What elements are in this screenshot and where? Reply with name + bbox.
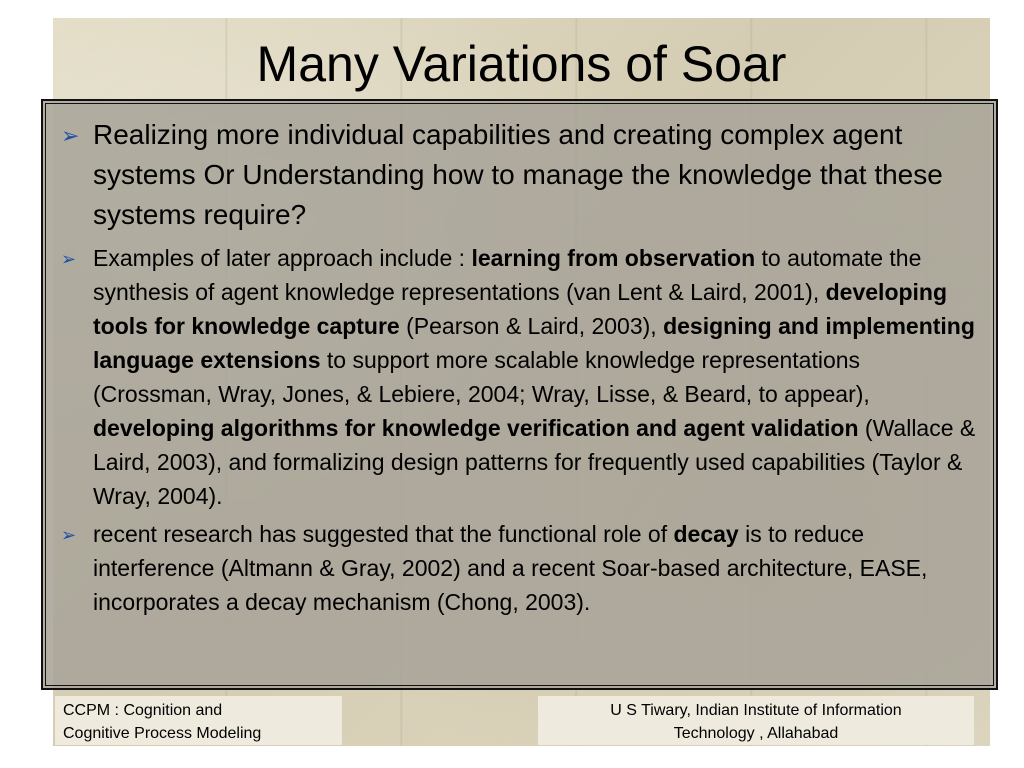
- footer-course-line1: CCPM : Cognition and: [63, 702, 223, 719]
- bullet-text-segment: Examples of later approach include :: [93, 245, 472, 271]
- bullet-item-3: [61, 517, 980, 619]
- bullet-emphasis: developing tools for knowledge capture: [93, 279, 948, 339]
- footer-course: [55, 696, 342, 745]
- bullet-emphasis: designing and implementing language extensions: [93, 313, 975, 373]
- bullet-item-1: [61, 115, 980, 235]
- footer-author-line2: Technology , Allahabad: [673, 725, 839, 742]
- bullet-emphasis: developing algorithms for knowledge verification and agent validation: [93, 415, 859, 441]
- bullet-item-2: [61, 241, 980, 513]
- bullet-emphasis: learning from observation: [471, 245, 756, 271]
- bullet-text-segment: to support more scalable knowledge representations (Crossman, Wray, Jones, & Lebiere, 2004; Wray, Lisse, & Beard, to appear),: [93, 347, 870, 407]
- bullet-text-segment: recent research has suggested that the functional role of: [93, 521, 674, 547]
- bullet-text-segment: (Pearson & Laird, 2003),: [399, 313, 664, 339]
- bullet-emphasis: decay: [673, 521, 739, 547]
- footer-author: [538, 696, 974, 745]
- slide-title: Many Variations of Soar: [256, 36, 787, 92]
- bullet-text-segment: is to reduce interference (Altmann & Gray, 2002) and a recent Soar-based architecture, EASE, incorporates a decay mechanism (Chong, 2003).: [93, 521, 928, 615]
- bullet-text-segment: to automate the synthesis of agent knowledge representations (van Lent & Laird, 2001),: [93, 245, 922, 305]
- arrow-right-icon: ➢: [61, 249, 77, 270]
- bullet-text: Realizing more individual capabilities and creating complex agent systems Or Understanding how to manage the knowledge that these systems require?: [93, 119, 943, 230]
- arrow-right-icon: ➢: [61, 124, 80, 149]
- content-box: [41, 99, 998, 690]
- bullet-list: [61, 115, 980, 619]
- arrow-right-icon: ➢: [61, 525, 77, 546]
- bullet-text-segment: (Wallace & Laird, 2003), and formalizing design patterns for frequently used capabilities (Taylor & Wray, 2004).: [93, 415, 976, 509]
- footer-author-line1: U S Tiwary, Indian Institute of Information: [610, 702, 902, 719]
- footer-course-line2: Cognitive Process Modeling: [63, 725, 262, 742]
